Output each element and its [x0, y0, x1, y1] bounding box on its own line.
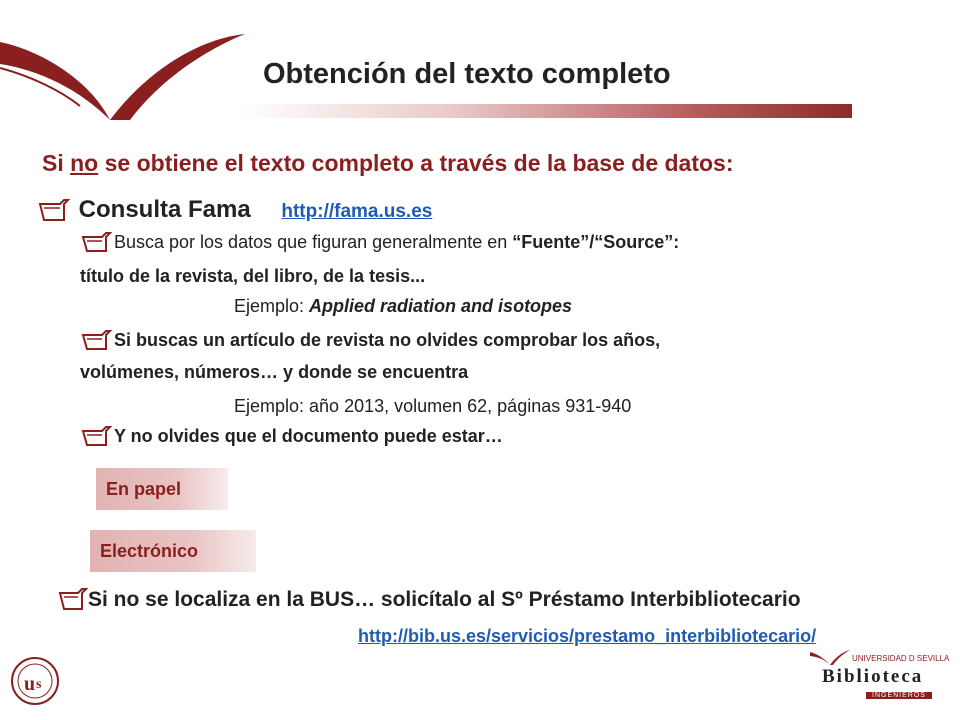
bullet-icon	[80, 232, 114, 254]
intro-suffix: se obtiene el texto completo a través de la base de datos:	[98, 150, 734, 176]
ejemplo-1	[234, 296, 572, 317]
intro-heading	[42, 150, 734, 177]
articulo-text: Si buscas un artículo de revista no olvides comprobar los años,	[114, 330, 661, 350]
prestamo-link[interactable]: http://bib.us.es/servicios/prestamo_interbibliotecario/	[358, 626, 817, 646]
ejemplo1-prefix: Ejemplo:	[234, 296, 310, 316]
articulo-item	[80, 330, 660, 352]
ejemplo1-value: Applied radiation and isotopes	[309, 296, 573, 316]
bullet-icon	[58, 588, 88, 612]
articulo-line2: volúmenes, números… y donde se encuentra	[80, 362, 469, 382]
busca-line2: título de la revista, del libro, de la tesis...	[80, 266, 426, 286]
ejemplo-2: Ejemplo: año 2013, volumen 62, páginas 931-940	[234, 396, 632, 416]
bullet-icon	[36, 198, 72, 224]
university-seal-icon	[10, 652, 60, 710]
documento-item	[80, 426, 503, 448]
busca-text: Busca por los datos que figuran generalmente en	[114, 232, 513, 252]
consulta-item	[36, 196, 432, 224]
bib-name-text: Biblioteca	[822, 666, 924, 687]
bib-sub-text: INGENIEROS	[866, 692, 932, 699]
documento-text: Y no olvides que el documento puede estar…	[114, 426, 503, 446]
prestamo-text: Si no se localiza en la BUS… solicítalo al Sº Préstamo Interbibliotecario	[88, 588, 801, 611]
biblioteca-logo	[806, 646, 950, 710]
svg-text:s: s	[36, 677, 42, 692]
bullet-icon	[80, 426, 114, 448]
consulta-label: Consulta Fama	[78, 196, 251, 223]
bullet-icon	[80, 330, 114, 352]
intro-underlined-word: no	[70, 150, 99, 176]
busca-fuente: “Fuente”/“Source”:	[512, 232, 680, 252]
electronico-box[interactable]: Electrónico	[90, 530, 256, 572]
bib-university-text: UNIVERSIDAD D SEVILLA	[852, 654, 950, 663]
busca-item	[80, 232, 679, 254]
title-underline-bar	[240, 104, 852, 118]
book-small-icon	[810, 648, 850, 666]
svg-text:u: u	[24, 673, 36, 695]
book-logo-icon	[0, 20, 260, 130]
prestamo-item	[58, 588, 801, 612]
en-papel-box[interactable]: En papel	[96, 468, 228, 510]
fama-link[interactable]: http://fama.us.es	[281, 201, 433, 222]
page-title: Obtención del texto completo	[263, 58, 671, 90]
intro-prefix: Si	[42, 150, 71, 176]
